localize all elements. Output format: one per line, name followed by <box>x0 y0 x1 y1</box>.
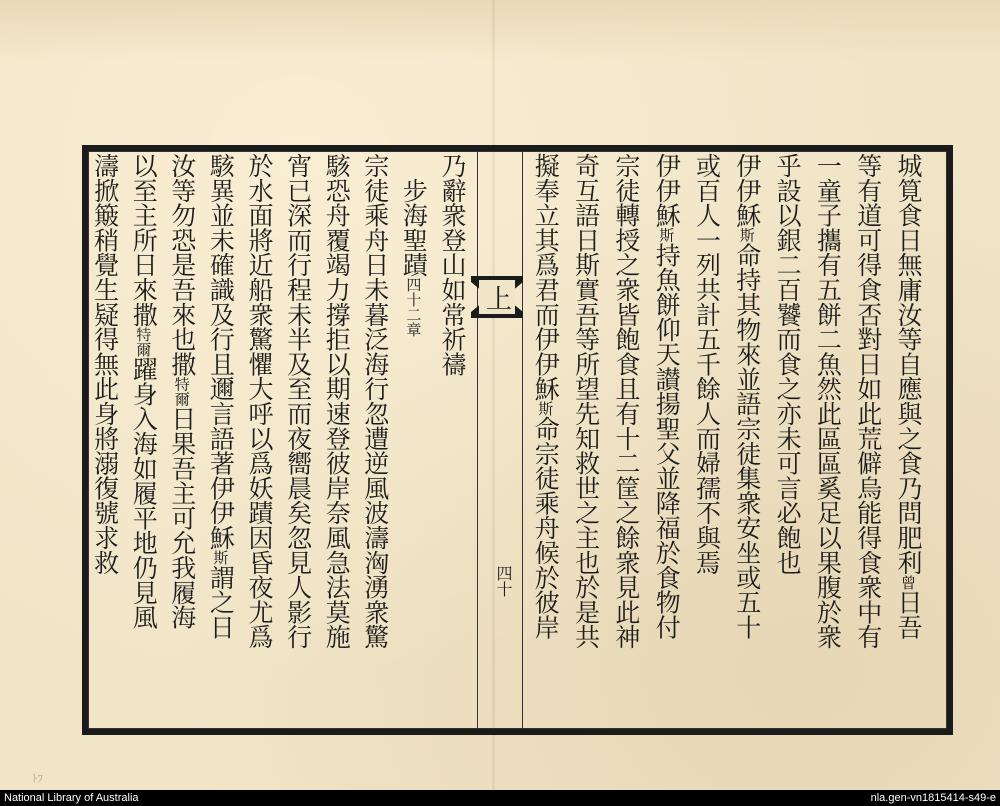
column-text: 於水面將近船衆驚懼大呼以爲妖蹟因昏夜尤爲 <box>245 153 274 650</box>
gutter-rule-right <box>522 151 523 729</box>
column-text: 濤掀簸稍覺生疑得無此身將溺復號求救 <box>90 153 120 575</box>
column-text: 等有道可得食否對日如此荒僻烏能得食衆中有 <box>853 153 883 650</box>
text-column-r6 <box>692 153 722 575</box>
column-text: 城筧食日無庸汝等自應與之食乃問肥利 <box>894 153 923 575</box>
interlinear-note: 斯 <box>737 227 756 243</box>
column-text: 持魚餅仰天讃揚聖父並降福於食物付 <box>652 242 682 640</box>
footer-bar <box>0 790 1000 806</box>
column-text: 命宗徒乘舟候於彼岸 <box>531 416 561 640</box>
paper-fold-shadow <box>0 0 1000 60</box>
footer-identifier: nla.gen-vn1815414-s49-e <box>870 792 996 804</box>
text-column-r2 <box>853 153 883 649</box>
text-column-r8 <box>611 153 641 649</box>
column-text: 宗徒乘舟日未暮泛海行忽遭逆風波濤洶湧衆驚 <box>360 153 390 650</box>
margin-pencil-mark: ﾄﾌ <box>32 772 43 785</box>
column-text: 汝等勿恐是吾來也撒 <box>167 153 197 377</box>
text-column-l4 <box>321 153 351 649</box>
interlinear-note: 斯 <box>211 549 230 565</box>
column-text: 駭異並未確識及行且邇言語著伊伊穌 <box>206 153 236 550</box>
text-column-r9 <box>571 153 601 649</box>
column-text: 奇互語日斯實吾等所望先知救世之主也於是共 <box>571 153 601 650</box>
text-column-l3 <box>360 153 390 649</box>
text-column-r4 <box>772 153 802 575</box>
text-column-l1 <box>437 153 467 376</box>
text-column-r1 <box>893 153 923 639</box>
column-text: 伊伊穌 <box>652 153 682 228</box>
text-column-l9 <box>128 153 158 629</box>
text-column-l7 <box>205 153 235 639</box>
text-column-r3 <box>812 153 842 649</box>
text-column-r5 <box>732 153 762 639</box>
column-text: 日果吾主可允我履海 <box>167 406 197 630</box>
column-text: 步海聖蹟 <box>399 153 429 278</box>
column-text: 謂之日 <box>206 564 236 640</box>
column-text: 以至主所日來撒 <box>129 153 159 327</box>
column-text: 駭恐舟覆竭力撐拒以期速登彼岸奈風急法莫施 <box>322 153 352 650</box>
gutter-page-number: 四十 <box>494 565 513 597</box>
column-text: 宵已深而行程未半及至而夜嚮晨矣忽見人影行 <box>283 153 313 650</box>
text-column-l6 <box>244 153 274 649</box>
column-text: 或百人一列共計五千餘人而婦孺不與焉 <box>692 153 722 575</box>
interlinear-note: 斯 <box>657 227 676 243</box>
text-column-l10 <box>90 153 120 575</box>
column-text: 乃辭衆登山如常祈禱 <box>438 153 467 377</box>
gutter-rule-left <box>477 151 478 729</box>
column-text: 伊伊穌 <box>732 153 762 228</box>
text-column-r7 <box>651 153 681 639</box>
column-text: 日吾 <box>894 589 923 640</box>
text-column-l5 <box>283 153 313 649</box>
interlinear-note: 特爾 <box>134 326 153 357</box>
column-text: 宗徒轉授之衆皆飽食且有十二筐之餘衆見此神 <box>611 153 641 650</box>
column-text: 一童子攜有五餅二魚然此區區奚足以果腹於衆 <box>813 153 843 650</box>
column-text: 擬奉立其爲君而伊伊穌 <box>531 153 561 402</box>
column-text: 命持其物來並語宗徒集衆安坐或五十 <box>732 242 762 640</box>
text-column-l8 <box>167 153 197 629</box>
interlinear-note: 四十二章 <box>404 277 423 338</box>
text-column-l2 <box>398 153 428 337</box>
text-column-r10 <box>530 153 560 639</box>
footer-source: National Library of Australia <box>4 792 139 804</box>
gutter-heading: 上 <box>485 285 512 315</box>
interlinear-note: 斯 <box>536 401 555 417</box>
interlinear-note: 特爾 <box>172 376 191 407</box>
interlinear-note: 曾 <box>899 574 917 590</box>
column-text: 躍身入海如履平地仍見風 <box>129 356 159 630</box>
column-text: 乎設以銀二百饕而食之亦未可言必飽也 <box>773 153 803 575</box>
